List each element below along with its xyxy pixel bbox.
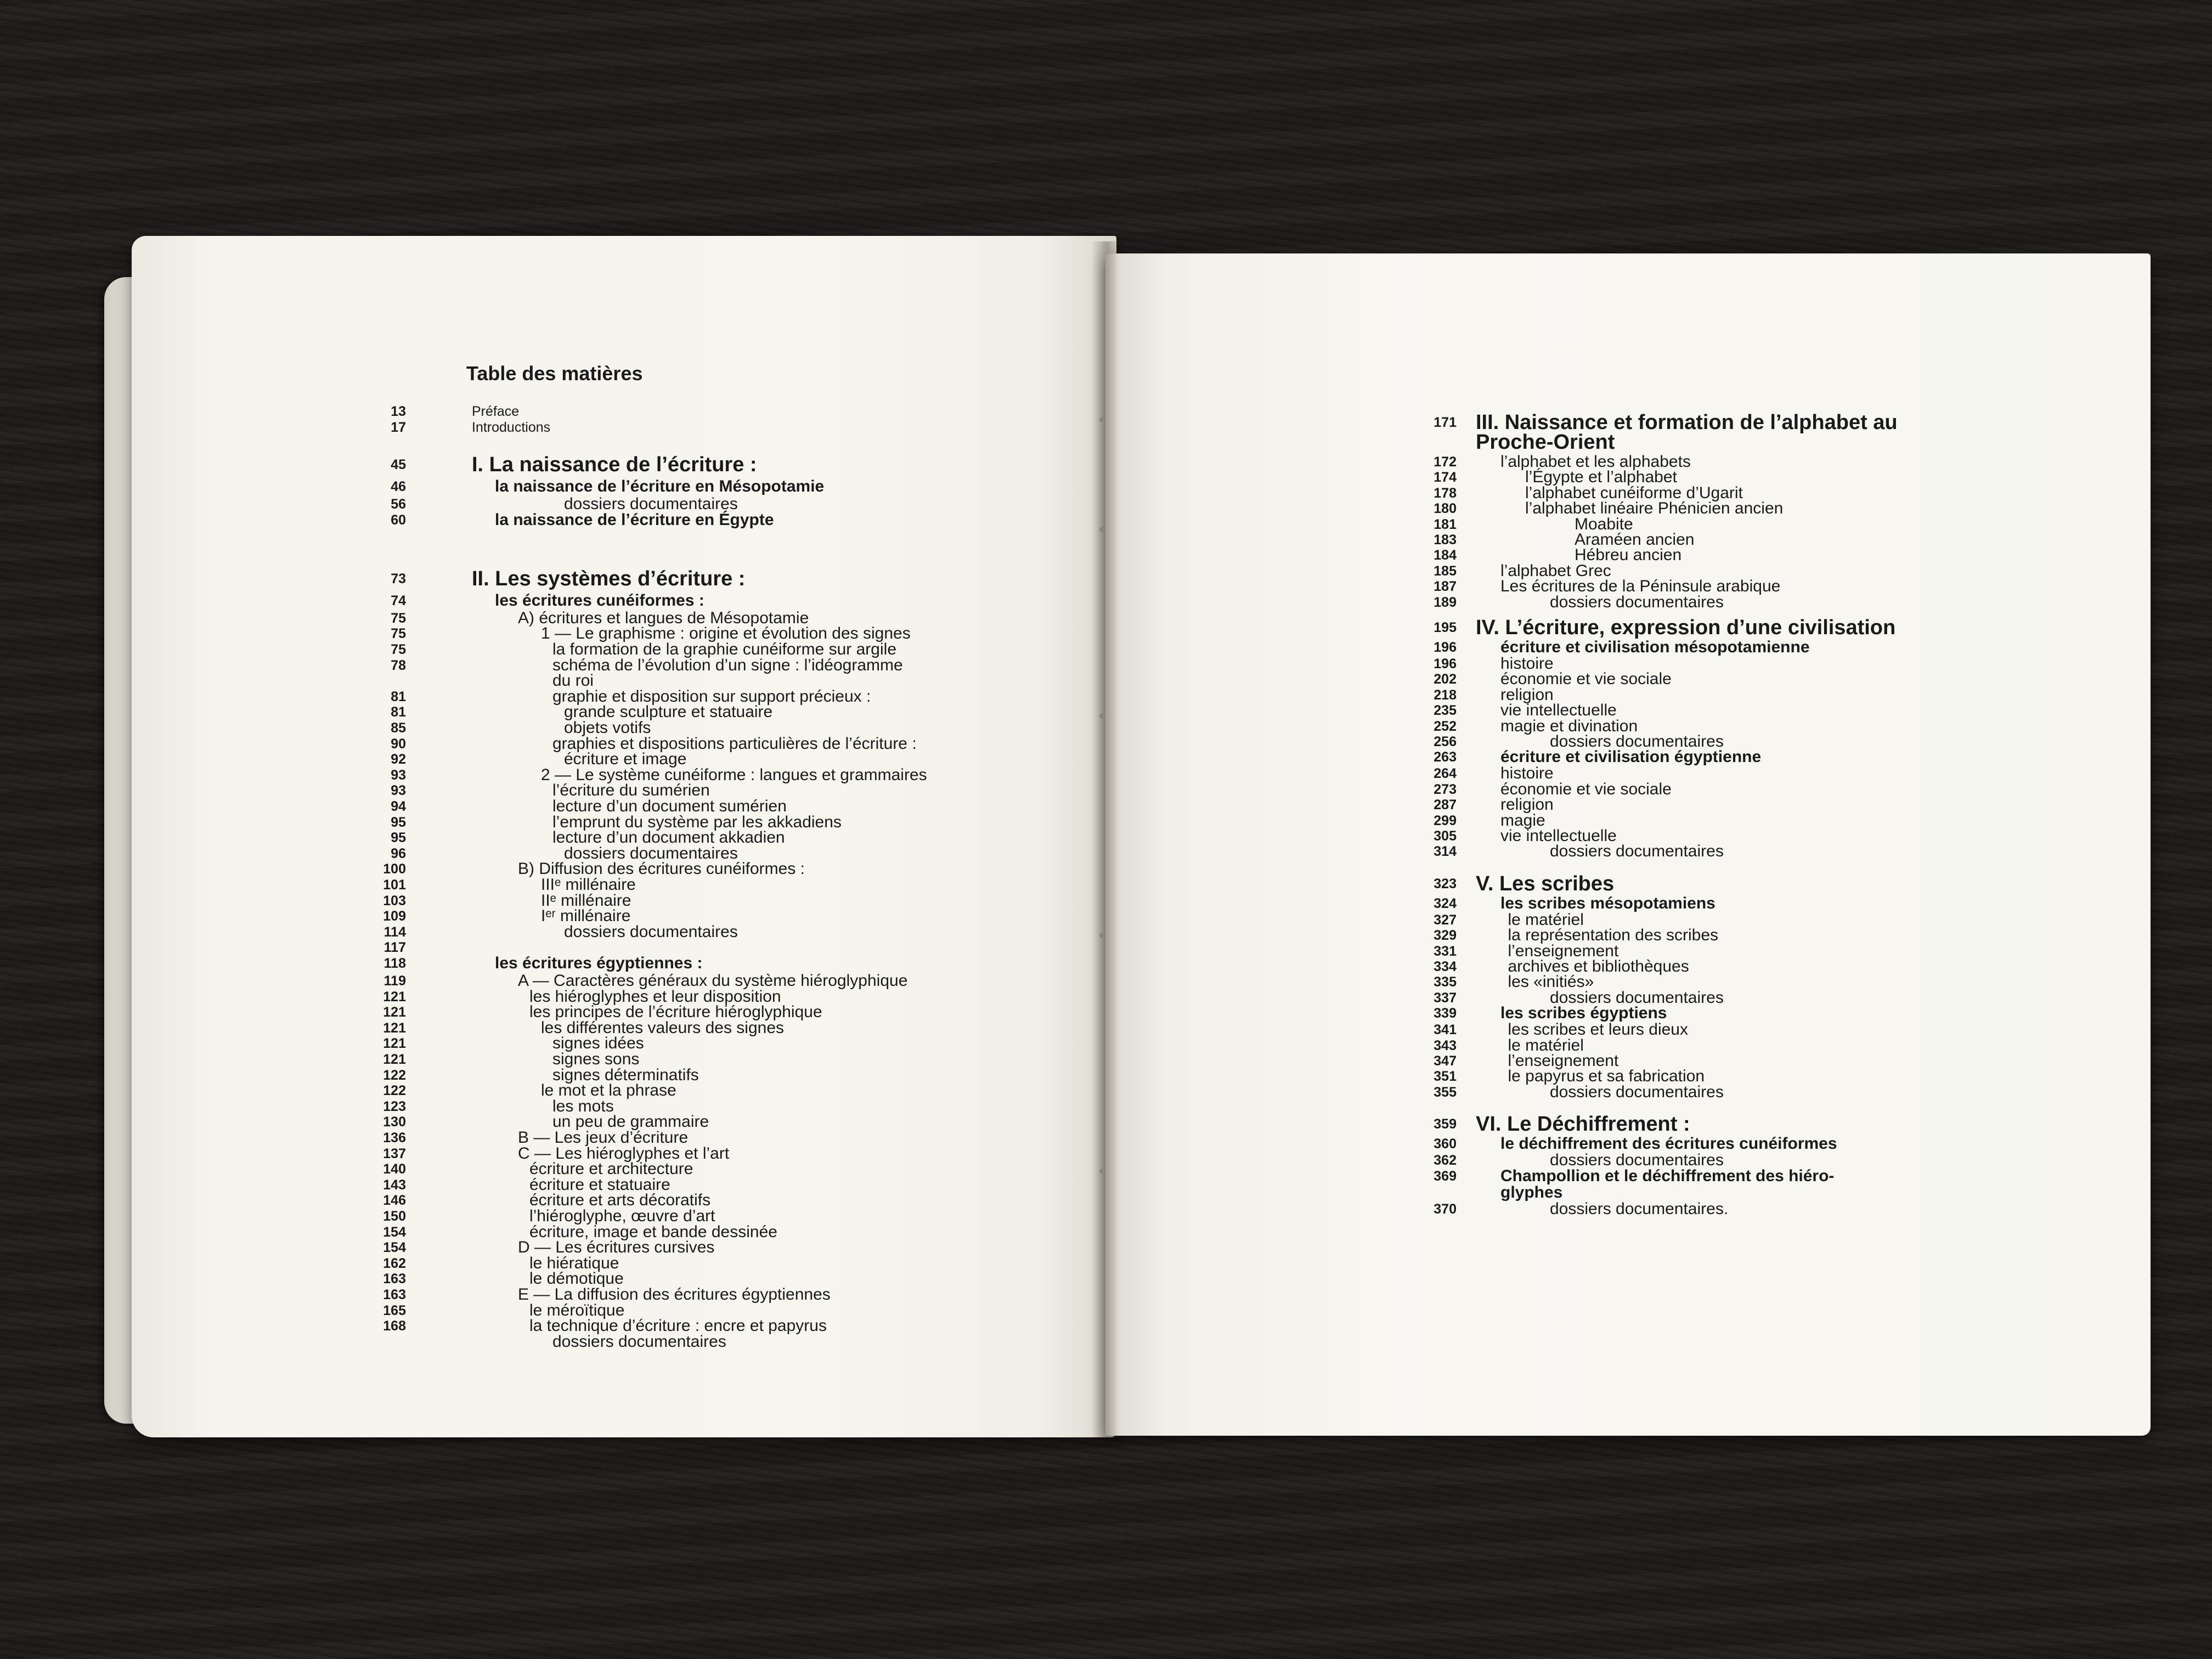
toc-page-number: 74 [391, 592, 406, 608]
toc-entry [357, 861, 1015, 877]
toc-page-number: 314 [1434, 844, 1457, 860]
toc-page-number: 75 [391, 642, 406, 657]
toc-entry [357, 567, 1015, 590]
toc-entry-text: le déchiffrement des écritures cunéiformes [1500, 1135, 1837, 1153]
toc-entry [357, 877, 1015, 893]
toc-entry [357, 782, 1015, 799]
right-toc [1407, 411, 2120, 1511]
toc-entry [357, 989, 1015, 1005]
binding-hole [1099, 417, 1105, 422]
toc-entry-text: vie intellectuelle [1500, 827, 1617, 845]
toc-page-number: 351 [1434, 1069, 1457, 1085]
toc-page-number: 273 [1434, 781, 1457, 797]
toc-page-number: 162 [383, 1255, 406, 1271]
toc-page-number: 183 [1434, 532, 1457, 548]
toc-page-number: 96 [391, 845, 406, 861]
toc-entry [1407, 718, 2120, 735]
toc-page-number: 341 [1434, 1022, 1457, 1038]
toc-entry [357, 704, 1015, 720]
toc-entry-text: dossiers documentaires [1550, 1151, 1724, 1170]
toc-page-number: 360 [1434, 1136, 1457, 1152]
toc-entry-text: l’emprunt du système par les akkadiens [552, 812, 842, 831]
toc-entry-text: A) écritures et langues de Mésopotamie [518, 608, 809, 627]
toc-entry-text: la représentation des scribes [1508, 926, 1719, 945]
toc-entry [357, 1192, 1015, 1209]
toc-entry [357, 592, 1015, 609]
toc-entry [1407, 671, 2120, 687]
toc-entry-text: les principes de l’écriture hiéroglyphique [529, 1003, 822, 1022]
toc-page-number: 93 [391, 767, 406, 783]
toc-entry-text: un peu de grammaire [552, 1113, 709, 1131]
toc-entry-text: le méroïtique [529, 1301, 625, 1319]
toc-page-number: 93 [391, 783, 406, 799]
toc-entry-text: vie intellectuelle [1500, 701, 1617, 720]
toc-entry [1407, 749, 2120, 765]
toc-entry-text: signes déterminatifs [552, 1065, 699, 1084]
toc-entry-text: du roi [552, 672, 594, 690]
toc-entry-text: l’alphabet linéaire Phénicien ancien [1525, 499, 1784, 518]
toc-entry [357, 689, 1015, 705]
toc-page-number: 168 [383, 1318, 406, 1334]
toc-page-number: 90 [391, 736, 406, 752]
toc-entry-text: IV. L’écriture, expression d’une civilisation [1476, 616, 1896, 639]
toc-entry-text: IIIᵉ millénaire [541, 876, 636, 894]
toc-entry-text: l’écriture du sumérien [552, 781, 710, 800]
toc-entry-text: Hébreu ancien [1575, 546, 1682, 565]
toc-entry [357, 610, 1015, 627]
toc-page-number: 287 [1434, 797, 1457, 813]
toc-page-number: 235 [1434, 703, 1457, 719]
toc-entry-text: dossiers documentaires. [1550, 1199, 1729, 1218]
toc-page-number: 85 [391, 720, 406, 736]
binding-hole [1099, 1169, 1105, 1174]
toc-entry-text: le mot et la phrase [541, 1081, 676, 1100]
toc-page-number: 165 [383, 1302, 406, 1318]
binding-hole [1099, 713, 1105, 719]
toc-page-number: 343 [1434, 1037, 1457, 1053]
toc-entry [1407, 1022, 2120, 1038]
toc-entry-text: dossiers documentaires [552, 1332, 726, 1351]
toc-entry-text: lecture d’un document sumérien [552, 797, 787, 815]
toc-page-number: 122 [383, 1067, 406, 1083]
toc-entry-text: Araméen ancien [1575, 531, 1695, 549]
toc-entry-text: graphie et disposition sur support précieux : [552, 687, 871, 706]
toc-entry [1407, 1152, 2120, 1169]
toc-page-number: 17 [391, 419, 406, 435]
toc-entry [357, 1161, 1015, 1177]
toc-page-number: 123 [383, 1098, 406, 1114]
toc-entry [1407, 1005, 2120, 1022]
toc-entry-text: religion [1500, 685, 1554, 704]
toc-page-number: 184 [1434, 548, 1457, 563]
toc-page-number: 335 [1434, 974, 1457, 990]
toc-page-number: 94 [391, 799, 406, 814]
toc-entry [1407, 927, 2120, 944]
toc-entry [1407, 895, 2120, 912]
toc-entry-text: dossiers documentaires [564, 495, 738, 514]
toc-entry-text: l’Égypte et l’alphabet [1525, 468, 1677, 487]
toc-page-number: 137 [383, 1146, 406, 1161]
toc-entry-text: schéma de l’évolution d’un signe : l’idéogramme [552, 656, 903, 674]
toc-entry-text: l’hiéroglyphe, œuvre d’art [529, 1207, 715, 1225]
toc-page-number: 121 [383, 1052, 406, 1067]
toc-entry-text: religion [1500, 795, 1554, 814]
toc-entry [1407, 411, 2120, 434]
toc-entry [357, 1035, 1015, 1052]
toc-entry-text: écriture et civilisation égyptienne [1500, 748, 1762, 766]
toc-entry-text: 1 — Le graphisme : origine et évolution des signes [541, 624, 911, 643]
toc-entry-text: glyphes [1500, 1183, 1563, 1201]
toc-entry-text: dossiers documentaires [564, 922, 738, 941]
toc-page-number: 334 [1434, 959, 1457, 974]
toc-entry [1407, 1184, 2120, 1201]
toc-entry-text: les «initiés» [1508, 973, 1594, 991]
toc-page-number: 75 [391, 626, 406, 642]
toc-entry [357, 1067, 1015, 1084]
toc-page-number: 154 [383, 1240, 406, 1256]
toc-page-number: 60 [391, 512, 406, 528]
toc-entry-text: économie et vie sociale [1500, 670, 1672, 689]
toc-entry [1407, 547, 2120, 563]
toc-page-number: 100 [383, 861, 406, 877]
toc-entry [1407, 578, 2120, 595]
toc-page-number: 101 [383, 877, 406, 893]
toc-entry [1407, 1084, 2120, 1101]
toc-entry [357, 814, 1015, 831]
toc-entry-text: B) Diffusion des écritures cunéiformes : [518, 860, 805, 878]
toc-entry [357, 751, 1015, 768]
toc-page-number: 92 [391, 752, 406, 768]
toc-entry-text: les mots [552, 1097, 614, 1115]
toc-page-number: 195 [1434, 620, 1457, 635]
toc-page-number: 136 [383, 1130, 406, 1146]
toc-entry-text: Préface [472, 404, 520, 419]
toc-page-number: 171 [1434, 415, 1457, 430]
toc-entry-text: Moabite [1575, 515, 1633, 533]
toc-page-number: 163 [383, 1271, 406, 1287]
toc-page-number: 329 [1434, 928, 1457, 944]
toc-entry [357, 1177, 1015, 1193]
toc-page-number: 369 [1434, 1168, 1457, 1184]
binding-hole [1099, 933, 1105, 938]
toc-entry-text: A — Caractères généraux du système hiéroglyphique [518, 972, 908, 990]
toc-entry [1407, 1136, 2120, 1152]
toc-page-number: 178 [1434, 485, 1457, 501]
toc-entry-text: dossiers documentaires [1550, 1082, 1724, 1101]
toc-entry [1407, 500, 2120, 517]
toc-entry-text: E — La diffusion des écritures égyptiennes [518, 1285, 831, 1304]
toc-page-number: 196 [1434, 640, 1457, 655]
toc-entry-text: la naissance de l’écriture en Mésopotamie [495, 477, 825, 496]
toc-page-number: 252 [1434, 718, 1457, 734]
toc-entry-text: IIᵉ millénaire [541, 891, 631, 910]
toc-entry-text: dossiers documentaires [1550, 592, 1724, 611]
toc-entry [357, 939, 1015, 956]
toc-page-number: 75 [391, 610, 406, 626]
toc-page-number: 185 [1434, 563, 1457, 579]
toc-page-number: 121 [383, 989, 406, 1005]
toc-entry [357, 1239, 1015, 1256]
toc-entry [357, 908, 1015, 924]
binding-hole [1099, 527, 1105, 532]
toc-entry-text: dossiers documentaires [564, 844, 738, 862]
book-gutter [1092, 241, 1119, 1437]
toc-entry-text: magie [1500, 811, 1545, 830]
toc-entry-text: le démotique [529, 1269, 624, 1288]
toc-entry-text: grande sculpture et statuaire [564, 703, 773, 721]
toc-entry [357, 924, 1015, 940]
toc-entry-text: le matériel [1508, 910, 1584, 929]
toc-entry-text: lecture d’un document akkadien [552, 828, 785, 847]
toc-entry [1407, 828, 2120, 844]
toc-entry [1407, 1068, 2120, 1085]
toc-entry [357, 1255, 1015, 1272]
toc-entry-text: la naissance de l’écriture en Égypte [495, 510, 774, 529]
toc-entry [357, 1098, 1015, 1115]
toc-page-number: 299 [1434, 812, 1457, 828]
toc-entry [1407, 616, 2120, 639]
toc-entry-text: économie et vie sociale [1500, 780, 1672, 798]
toc-entry [1407, 454, 2120, 470]
toc-page-number: 339 [1434, 1006, 1457, 1022]
toc-page-number: 121 [383, 1005, 406, 1020]
toc-page-number: 327 [1434, 912, 1457, 928]
toc-entry [357, 1208, 1015, 1224]
toc-entry-text: Les écritures de la Péninsule arabique [1500, 577, 1781, 596]
toc-page-number: 172 [1434, 454, 1457, 470]
toc-entry-text: la formation de la graphie cunéiforme sur argile [552, 640, 896, 658]
toc-entry-text: D — Les écritures cursives [518, 1238, 715, 1257]
toc-entry [1407, 431, 2120, 454]
toc-page-number: 130 [383, 1114, 406, 1130]
toc-page-number: 359 [1434, 1116, 1457, 1132]
toc-page-number: 264 [1434, 766, 1457, 782]
toc-entry-text: écriture et architecture [529, 1160, 693, 1178]
toc-entry [1407, 1168, 2120, 1184]
toc-entry-text: C — Les hiéroglyphes et l’art [518, 1144, 730, 1163]
toc-entry [357, 419, 1015, 436]
toc-entry [357, 1224, 1015, 1240]
toc-entry [357, 673, 1015, 689]
toc-entry [1407, 702, 2120, 719]
toc-entry-text: l’enseignement [1508, 941, 1619, 960]
toc-page-number: 154 [383, 1224, 406, 1240]
toc-page-number: 163 [383, 1287, 406, 1302]
toc-entry-text: l’alphabet Grec [1500, 561, 1611, 580]
toc-entry [357, 1051, 1015, 1068]
toc-entry-text: VI. Le Déchiffrement : [1476, 1113, 1690, 1136]
toc-entry-text: Iᵉʳ millénaire [541, 907, 631, 926]
toc-page-number: 370 [1434, 1201, 1457, 1217]
toc-entry-text: magie et divination [1500, 716, 1638, 735]
toc-entry [357, 973, 1015, 989]
toc-page-number: 196 [1434, 656, 1457, 672]
toc-page-number: 143 [383, 1177, 406, 1193]
toc-page-number: 324 [1434, 895, 1457, 911]
toc-page-number: 347 [1434, 1053, 1457, 1069]
toc-entry-text: les scribes et leurs dieux [1508, 1020, 1688, 1039]
toc-entry [357, 767, 1015, 783]
toc-page-number: 218 [1434, 687, 1457, 703]
toc-entry [1407, 797, 2120, 813]
toc-entry [357, 1271, 1015, 1287]
toc-page-number: 140 [383, 1161, 406, 1177]
toc-entry-text: les écritures cunéiformes : [495, 591, 704, 610]
toc-page-number: 202 [1434, 672, 1457, 687]
toc-page-number: 45 [391, 457, 406, 473]
toc-entry [1407, 974, 2120, 990]
toc-entry-text: dossiers documentaires [1550, 988, 1724, 1007]
toc-entry [1407, 1113, 2120, 1136]
toc-entry [357, 657, 1015, 674]
toc-entry-text: le hiératique [529, 1254, 619, 1272]
toc-entry [1407, 639, 2120, 656]
toc-entry [357, 893, 1015, 909]
toc-entry [1407, 1201, 2120, 1217]
toc-page-number: 122 [383, 1083, 406, 1099]
toc-entry-text: écriture et image [564, 750, 687, 769]
toc-page-number: 78 [391, 657, 406, 673]
toc-entry-text: histoire [1500, 764, 1554, 783]
toc-page-number: 180 [1434, 501, 1457, 517]
toc-page-number: 95 [391, 830, 406, 846]
toc-page-number: 181 [1434, 516, 1457, 532]
toc-page-number: 81 [391, 689, 406, 704]
toc-entry [357, 830, 1015, 846]
toc-entry [357, 955, 1015, 972]
toc-title: Table des matières [466, 362, 643, 385]
toc-entry [357, 496, 1015, 512]
toc-page-number: 114 [383, 924, 406, 940]
toc-entry-text: écriture, image et bande dessinée [529, 1222, 777, 1241]
toc-page-number: 146 [383, 1193, 406, 1209]
toc-entry [357, 512, 1015, 528]
toc-entry-text: V. Les scribes [1476, 872, 1615, 895]
toc-entry [357, 403, 1015, 420]
toc-entry-text: l’alphabet cunéiforme d’Ugarit [1525, 483, 1743, 502]
toc-entry [357, 720, 1015, 736]
toc-entry [1407, 843, 2120, 860]
toc-entry [1407, 594, 2120, 611]
toc-entry-text: écriture et arts décoratifs [529, 1191, 711, 1210]
toc-page-number: 355 [1434, 1084, 1457, 1100]
toc-page-number: 73 [391, 571, 406, 586]
toc-page-number: 305 [1434, 828, 1457, 844]
toc-entry-text: le matériel [1508, 1036, 1584, 1054]
toc-entry [1407, 532, 2120, 548]
toc-entry [357, 1130, 1015, 1146]
toc-page-number: 81 [391, 704, 406, 720]
toc-entry [357, 1286, 1015, 1303]
toc-page-number: 117 [383, 940, 406, 956]
toc-entry-text: les scribes égyptiens [1500, 1004, 1667, 1023]
toc-entry-text: les écritures égyptiennes : [495, 954, 703, 972]
toc-entry-text: signes sons [552, 1050, 640, 1068]
toc-entry [357, 736, 1015, 752]
toc-page-number: 189 [1434, 594, 1457, 610]
toc-page-number: 56 [391, 496, 406, 512]
toc-page-number: 13 [391, 404, 406, 419]
toc-page-number: 103 [383, 893, 406, 909]
toc-page-number: 121 [383, 1020, 406, 1036]
toc-page-number: 121 [383, 1036, 406, 1052]
toc-entry [357, 453, 1015, 477]
toc-entry-text: histoire [1500, 654, 1554, 673]
toc-entry [357, 798, 1015, 815]
toc-page-number: 187 [1434, 579, 1457, 595]
toc-entry [357, 1318, 1015, 1334]
toc-entry-text: les différentes valeurs des signes [541, 1018, 785, 1037]
toc-entry [357, 845, 1015, 862]
toc-entry-text: dossiers documentaires [1550, 842, 1724, 861]
toc-page-number: 118 [383, 956, 406, 971]
toc-entry [357, 1146, 1015, 1162]
toc-page-number: 46 [391, 479, 406, 495]
toc-entry-text: l’alphabet et les alphabets [1500, 453, 1691, 471]
toc-entry-text: la technique d’écriture : encre et papyrus [529, 1317, 827, 1335]
toc-entry-text: le papyrus et sa fabrication [1508, 1067, 1705, 1086]
toc-entry-text: III. Naissance et formation de l’alphabet au [1476, 411, 1898, 434]
toc-entry [1407, 872, 2120, 895]
toc-entry-text: dossiers documentaires [1550, 732, 1724, 751]
toc-entry [357, 1302, 1015, 1319]
left-toc [357, 403, 1015, 1500]
toc-entry-text: I. La naissance de l’écriture : [472, 453, 757, 477]
toc-entry [357, 478, 1015, 495]
toc-entry [357, 1334, 1015, 1350]
toc-entry [357, 1020, 1015, 1036]
toc-entry-text: II. Les systèmes d’écriture : [472, 567, 746, 590]
toc-entry-text: écriture et statuaire [529, 1175, 670, 1194]
toc-page-number: 263 [1434, 749, 1457, 765]
toc-entry-text: Introductions [472, 419, 551, 435]
toc-page-number: 337 [1434, 990, 1457, 1006]
toc-entry [1407, 765, 2120, 782]
toc-page-number: 362 [1434, 1153, 1457, 1169]
toc-entry [357, 625, 1015, 642]
toc-page-number: 174 [1434, 470, 1457, 486]
toc-entry [1407, 516, 2120, 533]
toc-entry-text: écriture et civilisation mésopotamienne [1500, 638, 1810, 656]
toc-entry-text: 2 — Le système cunéiforme : langues et grammaires [541, 765, 927, 784]
toc-page-number: 119 [383, 973, 406, 989]
toc-entry-text: signes idées [552, 1034, 644, 1053]
toc-page-number: 323 [1434, 876, 1457, 891]
toc-page-number: 150 [383, 1209, 406, 1224]
toc-page-number: 331 [1434, 943, 1457, 959]
toc-entry [1407, 469, 2120, 486]
toc-entry [357, 1082, 1015, 1099]
toc-entry-text: B — Les jeux d’écriture [518, 1128, 689, 1147]
toc-page-number: 256 [1434, 734, 1457, 749]
toc-page-number: 95 [391, 814, 406, 830]
toc-entry-text: Proche-Orient [1476, 431, 1615, 454]
toc-entry-text: les scribes mésopotamiens [1500, 894, 1716, 912]
toc-entry-text: l’enseignement [1508, 1052, 1619, 1070]
toc-entry [357, 641, 1015, 658]
toc-entry-text: Champollion et le déchiffrement des hiéro- [1500, 1166, 1835, 1185]
toc-entry [357, 1114, 1015, 1130]
toc-entry-text: objets votifs [564, 719, 651, 737]
toc-entry-text: archives et bibliothèques [1508, 957, 1689, 975]
toc-entry-text: les hiéroglyphes et leur disposition [529, 987, 781, 1006]
toc-entry-text: graphies et dispositions particulières de l’écriture : [552, 734, 917, 753]
toc-page-number: 109 [383, 909, 406, 924]
toc-entry [357, 1004, 1015, 1020]
